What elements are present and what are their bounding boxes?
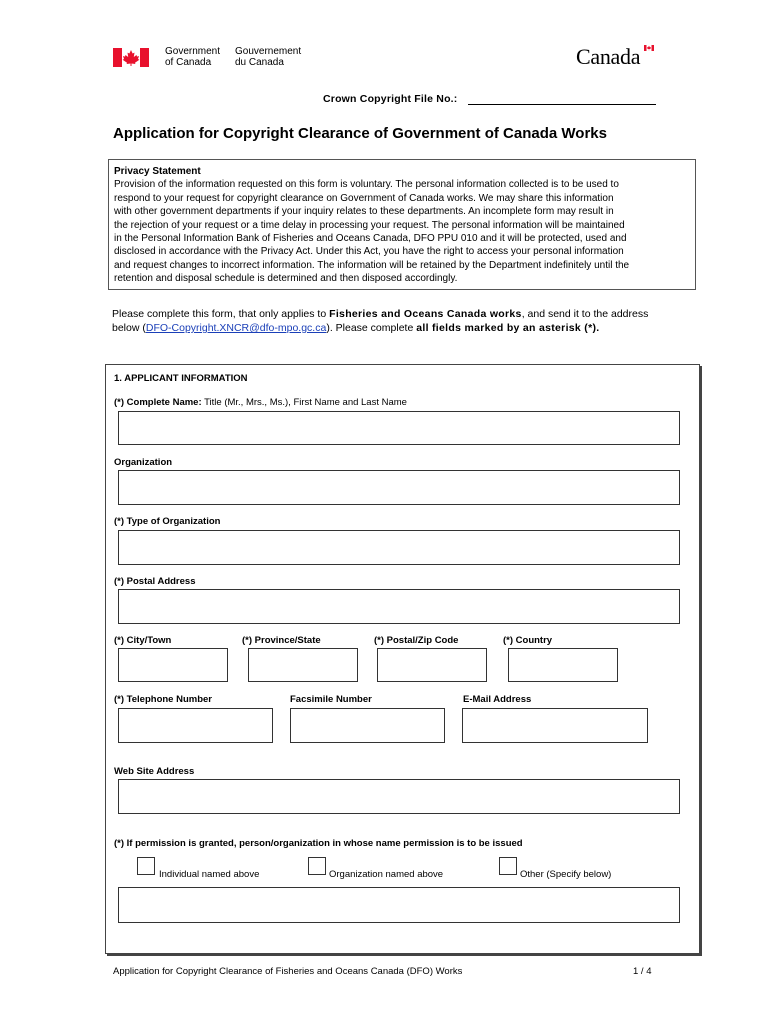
page-number: 1 / 4 [633, 966, 652, 977]
intro-bold: Fisheries and Oceans Canada works [329, 308, 522, 320]
canada-wordmark: Canada [576, 44, 641, 69]
page-title: Application for Copyright Clearance of Government of Canada Works [113, 125, 607, 142]
postal-address-label: (*) Postal Address [114, 576, 196, 587]
individual-checkbox[interactable] [137, 857, 155, 875]
website-label: Web Site Address [114, 766, 195, 777]
other-checkbox[interactable] [499, 857, 517, 875]
privacy-statement-box [108, 159, 696, 290]
privacy-line: with other government departments if your inquiry relates to these departments. An incomplete form may result in [114, 206, 614, 218]
city-field[interactable] [118, 648, 228, 682]
org-type-label: (*) Type of Organization [114, 516, 221, 527]
organization-field[interactable] [118, 470, 680, 505]
fax-label: Facsimile Number [290, 694, 372, 705]
website-field[interactable] [118, 779, 680, 814]
intro-text: ). Please complete [326, 322, 417, 334]
intro-text: Please complete this form, that only applies to [112, 308, 330, 320]
privacy-line: and request changes to incorrect information. The information will be retained by the Department indefinitely until the [114, 259, 630, 271]
email-label: E-Mail Address [463, 694, 532, 705]
other-checkbox-label: Other (Specify below) [520, 869, 612, 880]
country-field[interactable] [508, 648, 618, 682]
org-type-field[interactable] [118, 530, 680, 565]
intro-text: , and send it to the address [521, 308, 649, 320]
province-label: (*) Province/State [242, 635, 321, 646]
gov-fr-line2: du Canada [235, 57, 284, 68]
postal-code-field[interactable] [377, 648, 487, 682]
email-field[interactable] [462, 708, 648, 743]
government-of-canada-en [165, 46, 220, 68]
postal-code-label: (*) Postal/Zip Code [374, 635, 459, 646]
complete-name-label-text: (*) Complete Name: [114, 397, 202, 408]
province-field[interactable] [248, 648, 358, 682]
gov-en-line2: of Canada [165, 57, 212, 68]
organization-checkbox-label: Organization named above [329, 869, 444, 880]
privacy-heading: Privacy Statement [114, 166, 201, 177]
intro-paragraph [112, 307, 702, 335]
privacy-line: retention and disposal schedule is determined and then disposed accordingly. [114, 273, 458, 285]
privacy-line: in the Personal Information Bank of Fisheries and Oceans Canada, DFO PPU 010 and it will be protected, used and [114, 233, 627, 245]
complete-name-label [114, 397, 407, 408]
canada-flag-icon [113, 48, 149, 67]
intro-bold: all fields marked by an asterisk (*). [416, 322, 600, 334]
fax-field[interactable] [290, 708, 445, 743]
privacy-line: Provision of the information requested on this form is voluntary. The personal information collected is to be used to [114, 179, 619, 191]
organization-checkbox[interactable] [308, 857, 326, 875]
file-number-line [468, 104, 656, 105]
gov-fr-line1: Gouvernement [235, 46, 302, 57]
individual-checkbox-label: Individual named above [159, 869, 260, 880]
footer-title: Application for Copyright Clearance of Fisheries and Oceans Canada (DFO) Works [113, 966, 463, 977]
intro-text: below ( [112, 322, 146, 334]
country-label: (*) Country [503, 635, 553, 646]
wordmark-flag-icon [644, 45, 654, 51]
postal-address-field[interactable] [118, 589, 680, 624]
organization-label: Organization [114, 457, 173, 468]
telephone-field[interactable] [118, 708, 273, 743]
file-number-label: Crown Copyright File No.: [323, 93, 458, 105]
complete-name-hint: Title (Mr., Mrs., Ms.), First Name and Last Name [201, 397, 407, 408]
email-link[interactable]: DFO-Copyright.XNCR@dfo-mpo.gc.ca [145, 322, 327, 334]
privacy-line: the rejection of your request or a time delay in processing your request. The personal information will be maintained [114, 219, 625, 231]
telephone-label: (*) Telephone Number [114, 694, 212, 705]
privacy-line: disclosed in accordance with the Privacy Act. Under this Act, you have the right to access your personal information [114, 246, 624, 258]
city-label: (*) City/Town [114, 635, 172, 646]
privacy-line: respond to your request for copyright clearance on Government of Canada works. We may share this information [114, 192, 614, 204]
gov-en-line1: Government [165, 46, 221, 57]
other-specify-field[interactable] [118, 887, 680, 923]
permission-label: (*) If permission is granted, person/organization in whose name permission is to be issued [114, 838, 523, 849]
section-title: 1. APPLICANT INFORMATION [114, 373, 248, 384]
gouvernement-du-canada-fr [235, 46, 301, 68]
complete-name-field[interactable] [118, 411, 680, 445]
